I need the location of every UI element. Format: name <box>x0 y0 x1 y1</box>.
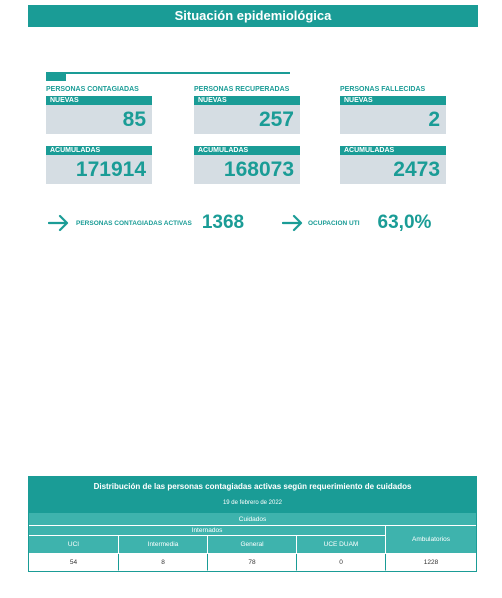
acumuladas-label: ACUMULADAS <box>340 146 446 155</box>
accent-block <box>46 72 66 81</box>
activas-value: 1368 <box>201 212 245 233</box>
group-title: PERSONAS RECUPERADAS <box>194 86 290 93</box>
activas-summary <box>48 212 244 234</box>
group-title: PERSONAS FALLECIDAS <box>340 86 426 93</box>
nuevas-label: NUEVAS <box>194 96 300 105</box>
nuevas-value: 2 <box>340 105 446 134</box>
col-uci: UCI <box>29 536 119 554</box>
acumuladas-value: 168073 <box>194 155 300 184</box>
distribution-date: 19 de febrero de 2022 <box>222 500 283 506</box>
col-uce-duam: UCE DUAM <box>297 536 386 554</box>
nuevas-box <box>46 96 152 134</box>
col-intermedia: Intermedia <box>119 536 208 554</box>
accent-line <box>66 72 290 74</box>
value-uci: 54 <box>29 554 119 571</box>
acumuladas-box <box>340 146 446 184</box>
nuevas-value: 257 <box>194 105 300 134</box>
acumuladas-box <box>194 146 300 184</box>
value-uce-duam: 0 <box>297 554 386 571</box>
value-intermedia: 8 <box>119 554 208 571</box>
acumuladas-label: ACUMULADAS <box>194 146 300 155</box>
acumuladas-label: ACUMULADAS <box>46 146 152 155</box>
group-title: PERSONAS CONTAGIADAS <box>46 86 139 93</box>
internados-header: Internados <box>29 526 386 536</box>
distribution-table <box>28 476 477 572</box>
nuevas-box <box>340 96 446 134</box>
acumuladas-value: 2473 <box>340 155 446 184</box>
nuevas-label: NUEVAS <box>340 96 446 105</box>
nuevas-box <box>194 96 300 134</box>
value-general: 78 <box>208 554 297 571</box>
page-title: Situación epidemiológica <box>28 5 478 27</box>
distribution-title: Distribución de las personas contagiadas activas según requerimiento de cuidados <box>93 482 412 491</box>
acumuladas-box <box>46 146 152 184</box>
arrow-right-icon <box>48 214 70 232</box>
uti-summary <box>282 212 431 234</box>
cuidados-header: Cuidados <box>29 513 476 526</box>
value-ambulatorios: 1228 <box>386 554 476 571</box>
col-ambulatorios: Ambulatorios <box>386 526 476 554</box>
uti-value: 63,0% <box>377 212 432 233</box>
distribution-header <box>29 477 476 513</box>
col-general: General <box>208 536 297 554</box>
nuevas-label: NUEVAS <box>46 96 152 105</box>
activas-label: PERSONAS CONTAGIADAS ACTIVAS <box>76 219 192 227</box>
uti-label: OCUPACION UTI <box>308 219 360 227</box>
nuevas-value: 85 <box>46 105 152 134</box>
arrow-right-icon <box>282 214 304 232</box>
acumuladas-value: 171914 <box>46 155 152 184</box>
